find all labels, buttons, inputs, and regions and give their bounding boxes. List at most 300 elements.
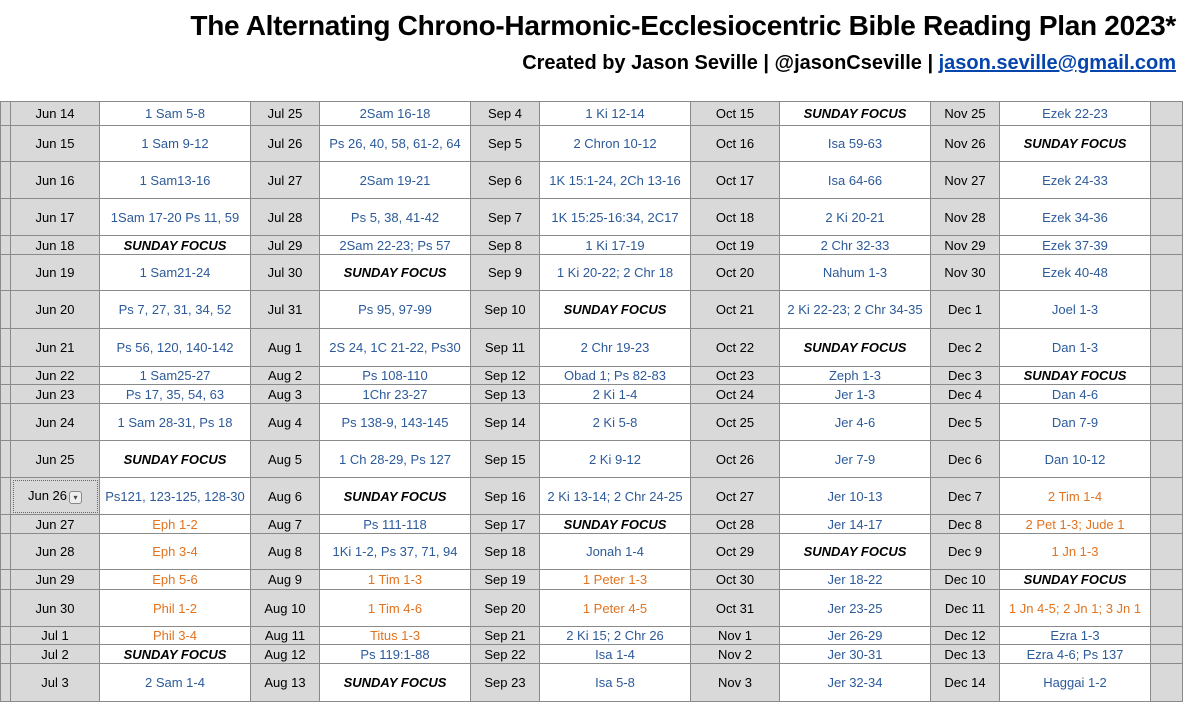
date-label: Jun 17 (35, 209, 75, 225)
reading-cell[interactable] (540, 126, 691, 162)
reading-label: 1 Ki 20-22; 2 Chr 18 (556, 265, 674, 280)
reading-cell[interactable] (100, 102, 251, 126)
date-cell[interactable] (251, 199, 320, 236)
date-cell[interactable] (931, 291, 1000, 329)
reading-label: Jer 4-6 (834, 414, 876, 430)
date-cell[interactable] (471, 478, 540, 515)
date-label: Jul 26 (267, 136, 303, 151)
date-label: Dec 8 (948, 516, 982, 532)
reading-label: 1 Ki 12-14 (585, 106, 645, 121)
date-label: Jun 28 (35, 544, 75, 559)
reading-cell[interactable] (780, 664, 931, 702)
date-cell[interactable] (471, 515, 540, 534)
reading-cell[interactable] (540, 329, 691, 367)
date-cell[interactable] (931, 255, 1000, 291)
reading-cell[interactable] (100, 291, 251, 329)
date-cell[interactable] (251, 329, 320, 367)
date-cell[interactable] (11, 126, 100, 162)
date-cell[interactable] (691, 478, 780, 515)
reading-cell[interactable] (780, 570, 931, 590)
sunday-focus-cell[interactable] (780, 534, 931, 570)
reading-cell[interactable] (1000, 329, 1151, 367)
date-label: Oct 19 (715, 237, 755, 253)
reading-cell[interactable] (1000, 162, 1151, 199)
date-cell[interactable] (251, 645, 320, 664)
date-cell[interactable] (471, 291, 540, 329)
reading-label: SUNDAY FOCUS (1023, 368, 1127, 383)
reading-label: 1 Ki 17-19 (585, 237, 645, 253)
date-label: Aug 1 (268, 340, 302, 355)
date-cell[interactable] (11, 645, 100, 664)
sunday-focus-cell[interactable] (100, 441, 251, 478)
date-cell[interactable] (691, 404, 780, 441)
reading-label: Ezek 40-48 (1042, 265, 1108, 280)
date-cell[interactable] (691, 645, 780, 664)
reading-cell[interactable] (540, 441, 691, 478)
reading-cell[interactable] (540, 478, 691, 515)
reading-label: 2 Pet 1-3; Jude 1 (1025, 516, 1125, 532)
reading-cell[interactable] (100, 404, 251, 441)
date-label: Jun 20 (35, 302, 75, 317)
date-label: Nov 30 (944, 265, 986, 280)
row-edge-cell (1151, 590, 1183, 627)
date-label: Dec 7 (948, 488, 982, 504)
reading-cell[interactable] (320, 367, 471, 385)
reading-cell[interactable] (100, 126, 251, 162)
sunday-focus-cell[interactable] (320, 664, 471, 702)
reading-cell[interactable] (540, 404, 691, 441)
sunday-focus-cell[interactable] (540, 291, 691, 329)
reading-cell[interactable] (1000, 627, 1151, 645)
reading-cell[interactable] (320, 590, 471, 627)
reading-cell[interactable] (1000, 236, 1151, 255)
reading-cell[interactable] (320, 570, 471, 590)
reading-cell[interactable] (540, 162, 691, 199)
date-label: Dec 11 (944, 600, 986, 616)
reading-cell[interactable] (540, 255, 691, 291)
date-cell[interactable] (691, 441, 780, 478)
date-cell[interactable] (11, 664, 100, 702)
reading-cell[interactable] (320, 515, 471, 534)
page-title: The Alternating Chrono-Harmonic-Ecclesiocentric Bible Reading Plan 2023* (190, 10, 1176, 41)
reading-cell[interactable] (320, 534, 471, 570)
reading-label: SUNDAY FOCUS (123, 646, 227, 662)
chevron-down-icon[interactable]: ▾ (69, 491, 82, 504)
reading-cell[interactable] (1000, 515, 1151, 534)
date-cell[interactable] (471, 570, 540, 590)
date-cell[interactable] (691, 385, 780, 404)
reading-label: Ezek 34-36 (1042, 209, 1108, 225)
date-cell[interactable] (471, 236, 540, 255)
date-label: Jul 2 (41, 646, 69, 662)
date-cell[interactable] (931, 534, 1000, 570)
date-cell[interactable] (931, 102, 1000, 126)
reading-label: 1 Peter 4-5 (582, 600, 648, 616)
reading-cell[interactable] (100, 329, 251, 367)
reading-cell[interactable] (320, 329, 471, 367)
reading-cell[interactable] (540, 664, 691, 702)
date-cell[interactable] (11, 478, 100, 515)
date-cell[interactable] (691, 236, 780, 255)
row-edge-cell (1, 534, 11, 570)
date-label: Aug 13 (264, 675, 306, 690)
reading-cell[interactable] (1000, 291, 1151, 329)
sunday-focus-cell[interactable] (100, 236, 251, 255)
sunday-focus-cell[interactable] (320, 255, 471, 291)
reading-label: SUNDAY FOCUS (803, 544, 907, 559)
date-cell[interactable] (11, 570, 100, 590)
date-cell[interactable] (11, 329, 100, 367)
table-row (1, 478, 1183, 515)
date-label: Jul 1 (41, 628, 69, 643)
date-cell[interactable] (931, 126, 1000, 162)
reading-label: SUNDAY FOCUS (803, 106, 907, 121)
reading-label: Ezra 4-6; Ps 137 (1026, 646, 1124, 662)
date-cell[interactable] (471, 645, 540, 664)
reading-cell[interactable] (100, 199, 251, 236)
reading-cell[interactable] (320, 404, 471, 441)
date-label: Sep 21 (484, 628, 526, 643)
date-cell[interactable] (11, 441, 100, 478)
date-cell[interactable] (251, 236, 320, 255)
row-edge-cell (1151, 199, 1183, 236)
reading-label: SUNDAY FOCUS (343, 265, 447, 280)
date-cell[interactable] (251, 367, 320, 385)
date-cell[interactable] (471, 404, 540, 441)
table-row (1, 627, 1183, 645)
row-edge-cell (1151, 162, 1183, 199)
reading-label: 2 Chron 10-12 (573, 136, 657, 151)
reading-label: 2 Ki 22-23; 2 Chr 34-35 (787, 302, 923, 317)
reading-cell[interactable] (100, 367, 251, 385)
date-label: Aug 12 (264, 646, 306, 662)
date-cell[interactable] (11, 367, 100, 385)
reading-cell[interactable] (100, 162, 251, 199)
date-cell[interactable] (251, 664, 320, 702)
date-label: Sep 18 (484, 544, 526, 559)
row-edge-cell (1151, 126, 1183, 162)
date-cell[interactable] (471, 162, 540, 199)
date-label: Oct 30 (715, 572, 755, 587)
date-cell[interactable] (471, 385, 540, 404)
date-cell[interactable] (931, 236, 1000, 255)
reading-cell[interactable] (100, 255, 251, 291)
date-label: Oct 18 (715, 209, 755, 225)
date-cell[interactable] (471, 534, 540, 570)
date-cell[interactable] (11, 291, 100, 329)
date-cell[interactable] (691, 570, 780, 590)
reading-cell[interactable] (1000, 404, 1151, 441)
date-cell[interactable] (11, 236, 100, 255)
date-cell[interactable] (251, 515, 320, 534)
reading-cell[interactable] (320, 291, 471, 329)
reading-cell[interactable] (320, 126, 471, 162)
reading-cell[interactable] (1000, 534, 1151, 570)
reading-label: Dan 10-12 (1044, 451, 1106, 467)
sunday-focus-cell[interactable] (540, 515, 691, 534)
reading-cell[interactable] (540, 645, 691, 664)
reading-cell[interactable] (540, 367, 691, 385)
date-cell[interactable] (691, 627, 780, 645)
date-label: Jun 27 (35, 516, 75, 532)
date-label: Jun 21 (35, 340, 75, 355)
reading-cell[interactable] (1000, 441, 1151, 478)
row-edge-cell (1, 570, 11, 590)
date-cell[interactable] (931, 162, 1000, 199)
row-edge-cell (1151, 255, 1183, 291)
date-label: Oct 23 (715, 368, 755, 383)
date-cell[interactable] (931, 645, 1000, 664)
reading-label: Isa 59-63 (827, 136, 883, 151)
date-label: Dec 13 (944, 646, 986, 662)
date-cell[interactable] (251, 478, 320, 515)
reading-cell[interactable] (320, 627, 471, 645)
date-label: Sep 12 (484, 368, 526, 383)
date-cell[interactable] (251, 126, 320, 162)
date-cell[interactable] (471, 329, 540, 367)
row-edge-cell (1, 126, 11, 162)
date-cell[interactable] (251, 404, 320, 441)
reading-cell[interactable] (780, 255, 931, 291)
date-cell[interactable] (251, 441, 320, 478)
sunday-focus-cell[interactable] (1000, 126, 1151, 162)
row-edge-cell (1151, 478, 1183, 515)
date-cell[interactable] (251, 385, 320, 404)
date-cell[interactable] (11, 404, 100, 441)
row-edge-cell (1, 102, 11, 126)
date-cell[interactable] (471, 199, 540, 236)
date-cell[interactable] (11, 534, 100, 570)
sunday-focus-cell[interactable] (780, 102, 931, 126)
date-cell[interactable] (931, 478, 1000, 515)
date-cell[interactable] (471, 102, 540, 126)
date-label: Sep 13 (484, 386, 526, 402)
date-cell[interactable] (471, 590, 540, 627)
reading-cell[interactable] (1000, 645, 1151, 664)
reading-label: 2 Chr 32-33 (820, 237, 890, 253)
reading-cell[interactable] (780, 515, 931, 534)
reading-cell[interactable] (100, 385, 251, 404)
reading-cell[interactable] (100, 664, 251, 702)
reading-cell[interactable] (320, 645, 471, 664)
date-cell[interactable] (11, 385, 100, 404)
reading-cell[interactable] (540, 590, 691, 627)
reading-label: SUNDAY FOCUS (343, 675, 447, 690)
date-cell[interactable] (251, 590, 320, 627)
date-cell[interactable] (691, 291, 780, 329)
reading-cell[interactable] (1000, 255, 1151, 291)
reading-label: Jer 10-13 (827, 488, 883, 504)
reading-cell[interactable] (320, 199, 471, 236)
date-label: Jun 25 (35, 451, 75, 467)
date-label: Sep 11 (484, 340, 526, 355)
table-row (1, 162, 1183, 199)
date-cell[interactable] (471, 664, 540, 702)
date-cell[interactable] (251, 255, 320, 291)
reading-cell[interactable] (320, 102, 471, 126)
reading-cell[interactable] (320, 236, 471, 255)
date-cell[interactable] (251, 627, 320, 645)
reading-cell[interactable] (100, 627, 251, 645)
row-edge-cell (1151, 367, 1183, 385)
reading-cell[interactable] (780, 645, 931, 664)
reading-cell[interactable] (320, 162, 471, 199)
reading-cell[interactable] (780, 236, 931, 255)
date-cell[interactable] (931, 329, 1000, 367)
sunday-focus-cell[interactable] (1000, 367, 1151, 385)
date-cell[interactable] (11, 162, 100, 199)
date-cell[interactable] (251, 534, 320, 570)
date-cell[interactable] (691, 590, 780, 627)
reading-cell[interactable] (540, 385, 691, 404)
date-cell[interactable] (11, 590, 100, 627)
sunday-focus-cell[interactable] (320, 478, 471, 515)
date-cell[interactable] (471, 627, 540, 645)
date-label: Nov 25 (944, 106, 986, 121)
reading-cell[interactable] (1000, 199, 1151, 236)
reading-label: Ps 111-118 (363, 516, 427, 532)
date-label: Oct 16 (715, 136, 755, 151)
reading-cell[interactable] (780, 627, 931, 645)
date-cell[interactable] (471, 367, 540, 385)
reading-cell[interactable] (540, 199, 691, 236)
reading-label: Eph 1-2 (152, 516, 198, 532)
reading-label: Ps 56, 120, 140-142 (116, 340, 234, 355)
row-edge-cell (1, 255, 11, 291)
date-cell[interactable] (931, 441, 1000, 478)
reading-cell[interactable] (100, 478, 251, 515)
date-label: Aug 9 (268, 572, 302, 587)
reading-cell[interactable] (320, 441, 471, 478)
reading-cell[interactable] (780, 291, 931, 329)
date-cell[interactable] (11, 255, 100, 291)
date-label: Oct 29 (715, 544, 755, 559)
date-cell[interactable] (691, 162, 780, 199)
table-row (1, 385, 1183, 404)
date-cell[interactable] (691, 126, 780, 162)
reading-label: Haggai 1-2 (1043, 675, 1107, 690)
date-label: Oct 24 (715, 386, 755, 402)
date-label: Jun 24 (35, 414, 75, 430)
reading-cell[interactable] (780, 385, 931, 404)
reading-label: Ps 138-9, 143-145 (341, 414, 449, 430)
reading-label: Ps 26, 40, 58, 61-2, 64 (329, 136, 461, 151)
date-cell[interactable] (691, 367, 780, 385)
reading-cell[interactable] (100, 570, 251, 590)
date-cell[interactable] (931, 199, 1000, 236)
table-row (1, 404, 1183, 441)
reading-label: Jer 30-31 (827, 646, 883, 662)
reading-cell[interactable] (540, 570, 691, 590)
reading-cell[interactable] (780, 162, 931, 199)
date-label: Oct 27 (715, 488, 755, 504)
date-cell[interactable] (691, 534, 780, 570)
reading-cell[interactable] (1000, 664, 1151, 702)
date-label: Dec 3 (948, 368, 982, 383)
date-cell[interactable] (11, 627, 100, 645)
reading-cell[interactable] (780, 126, 931, 162)
email-link[interactable]: jason.seville@gmail.com (938, 52, 1176, 74)
reading-cell[interactable] (100, 534, 251, 570)
date-label: Jun 26 (27, 488, 68, 504)
date-cell[interactable] (691, 255, 780, 291)
reading-cell[interactable] (1000, 478, 1151, 515)
reading-cell[interactable] (540, 627, 691, 645)
date-cell[interactable] (11, 102, 100, 126)
row-edge-cell (1151, 102, 1183, 126)
sunday-focus-cell[interactable] (1000, 570, 1151, 590)
row-edge-cell (1, 664, 11, 702)
date-cell[interactable] (691, 199, 780, 236)
date-cell[interactable] (931, 627, 1000, 645)
reading-cell[interactable] (100, 515, 251, 534)
date-label: Sep 5 (488, 136, 522, 151)
reading-label: Ezek 22-23 (1042, 106, 1108, 121)
date-cell[interactable] (251, 570, 320, 590)
date-cell[interactable] (251, 291, 320, 329)
reading-cell[interactable] (540, 534, 691, 570)
table-row (1, 329, 1183, 367)
date-cell[interactable] (931, 404, 1000, 441)
date-cell[interactable] (471, 441, 540, 478)
date-cell[interactable] (11, 515, 100, 534)
date-cell[interactable] (691, 515, 780, 534)
reading-cell[interactable] (1000, 590, 1151, 627)
reading-label: 1K 15:1-24, 2Ch 13-16 (549, 172, 681, 188)
reading-cell[interactable] (780, 199, 931, 236)
row-edge-cell (1, 515, 11, 534)
reading-cell[interactable] (1000, 102, 1151, 126)
date-cell[interactable] (471, 126, 540, 162)
date-cell[interactable] (931, 664, 1000, 702)
date-label: Dec 4 (948, 386, 982, 402)
date-cell[interactable] (931, 570, 1000, 590)
reading-cell[interactable] (780, 478, 931, 515)
reading-label: 2 Tim 1-4 (1047, 488, 1103, 504)
date-cell[interactable] (251, 162, 320, 199)
reading-cell[interactable] (540, 236, 691, 255)
date-cell[interactable] (11, 199, 100, 236)
table-row (1, 102, 1183, 126)
reading-cell[interactable] (780, 590, 931, 627)
reading-cell[interactable] (320, 385, 471, 404)
sunday-focus-cell[interactable] (100, 645, 251, 664)
date-cell[interactable] (931, 367, 1000, 385)
date-cell[interactable] (691, 329, 780, 367)
reading-cell[interactable] (100, 590, 251, 627)
reading-label: 2 Ki 15; 2 Chr 26 (566, 628, 664, 643)
date-cell[interactable] (691, 102, 780, 126)
date-cell[interactable] (251, 102, 320, 126)
date-cell[interactable] (931, 385, 1000, 404)
sunday-focus-cell[interactable] (780, 329, 931, 367)
date-cell[interactable] (931, 590, 1000, 627)
date-label: Aug 4 (268, 414, 302, 430)
date-cell[interactable] (471, 255, 540, 291)
date-label: Nov 29 (944, 237, 986, 253)
reading-label: 1 Sam 28-31, Ps 18 (117, 414, 233, 430)
row-edge-cell (1151, 385, 1183, 404)
date-cell[interactable] (931, 515, 1000, 534)
reading-cell[interactable] (780, 404, 931, 441)
reading-cell[interactable] (780, 367, 931, 385)
reading-cell[interactable] (1000, 385, 1151, 404)
reading-cell[interactable] (780, 441, 931, 478)
date-cell[interactable] (691, 664, 780, 702)
date-label: Dec 12 (944, 628, 986, 643)
page-subtitle (522, 52, 1176, 75)
reading-cell[interactable] (540, 102, 691, 126)
